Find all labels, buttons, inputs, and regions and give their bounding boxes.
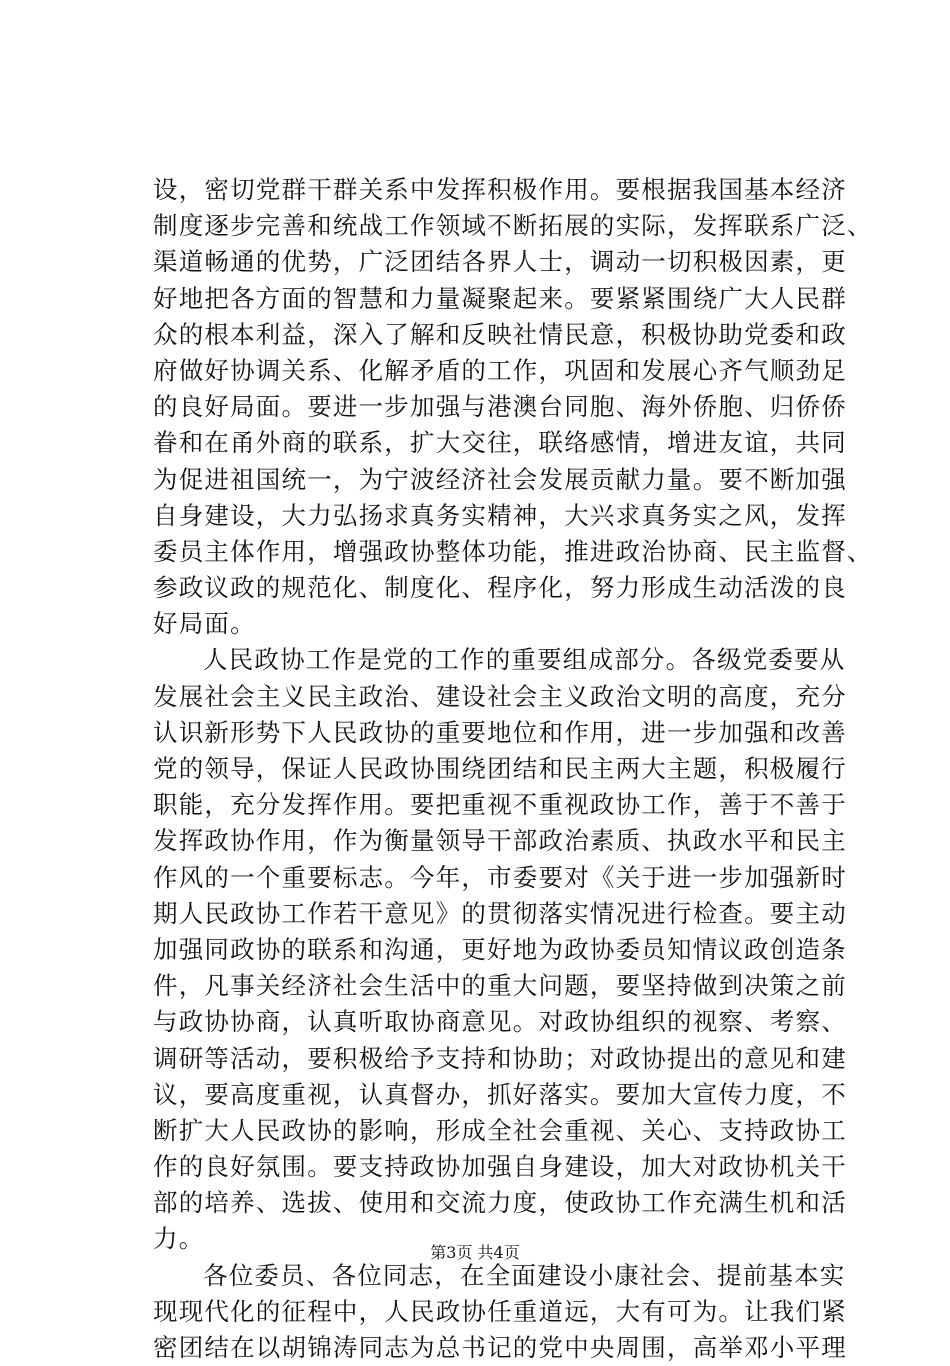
text-line: 密团结在以胡锦涛同志为总书记的党中央周围，高举邓小平理 <box>153 1333 847 1362</box>
text-line: 设，密切党群干群关系中发挥积极作用。要根据我国基本经济 <box>153 175 847 204</box>
text-line: 期人民政协工作若干意见》的贯彻落实情况进行检查。要主动 <box>153 898 847 928</box>
text-line: 力。 <box>153 1224 205 1254</box>
page-number-label: 第3页 共4页 <box>430 1243 520 1262</box>
text-line: 参政议政的规范化、制度化、程序化，努力形成生动活泼的良 <box>153 573 847 603</box>
text-line: 议，要高度重视，认真督办，抓好落实。要加大宣传力度，不 <box>153 1079 847 1109</box>
paragraph-start-line: 人民政协工作是党的工作的重要组成部分。各级党委要从 <box>203 645 846 675</box>
text-line: 职能，充分发挥作用。要把重视不重视政协工作，善于不善于 <box>153 790 847 820</box>
text-line: 府做好协调关系、化解矛盾的工作，巩固和发展心齐气顺劲足 <box>153 355 847 385</box>
page-footer <box>0 1243 950 1263</box>
text-line: 作的良好氛围。要支持政协加强自身建设，加大对政协机关干 <box>153 1152 847 1182</box>
text-line: 为促进祖国统一，为宁波经济社会发展贡献力量。要不断加强 <box>153 464 847 494</box>
text-line: 部的培养、选拔、使用和交流力度，使政协工作充满生机和活 <box>153 1188 847 1218</box>
text-line: 发展社会主义民主政治、建设社会主义政治文明的高度，充分 <box>153 681 847 711</box>
text-line: 认识新形势下人民政协的重要地位和作用，进一步加强和改善 <box>153 717 847 747</box>
text-line: 断扩大人民政协的影响，形成全社会重视、关心、支持政协工 <box>153 1115 847 1145</box>
text-line: 制度逐步完善和统战工作领域不断拓展的实际，发挥联系广泛、 <box>153 211 873 241</box>
text-line: 众的根本利益，深入了解和反映社情民意，积极协助党委和政 <box>153 319 847 349</box>
text-line: 好地把各方面的智慧和力量凝聚起来。要紧紧围绕广大人民群 <box>153 283 847 313</box>
text-line: 加强同政协的联系和沟通，更好地为政协委员知情议政创造条 <box>153 934 847 964</box>
paragraph-start-line: 各位委员、各位同志，在全面建设小康社会、提前基本实 <box>203 1260 846 1290</box>
text-line: 与政协协商，认真听取协商意见。对政协组织的视察、考察、 <box>153 1007 847 1037</box>
text-line: 调研等活动，要积极给予支持和协助；对政协提出的意见和建 <box>153 1043 847 1073</box>
text-line: 作风的一个重要标志。今年，市委要对《关于进一步加强新时 <box>153 862 847 892</box>
text-line: 现现代化的征程中，人民政协任重道远，大有可为。让我们紧 <box>153 1296 847 1326</box>
text-line: 自身建设，大力弘扬求真务实精神，大兴求真务实之风，发挥 <box>153 500 847 530</box>
text-line: 委员主体作用，增强政协整体功能，推进政治协商、民主监督、 <box>153 536 873 566</box>
text-line: 的良好局面。要进一步加强与港澳台同胞、海外侨胞、归侨侨 <box>153 392 847 422</box>
text-line: 眷和在甬外商的联系，扩大交往，联络感情，增进友谊，共同 <box>153 428 847 458</box>
text-line: 件，凡事关经济社会生活中的重大问题，要坚持做到决策之前 <box>153 971 847 1001</box>
text-line: 渠道畅通的优势，广泛团结各界人士，调动一切积极因素，更 <box>153 247 847 277</box>
text-line: 党的领导，保证人民政协围绕团结和民主两大主题，积极履行 <box>153 754 847 783</box>
text-line: 好局面。 <box>153 609 256 639</box>
text-line: 发挥政协作用，作为衡量领导干部政治素质、执政水平和民主 <box>153 826 847 856</box>
document-body <box>153 172 873 1366</box>
